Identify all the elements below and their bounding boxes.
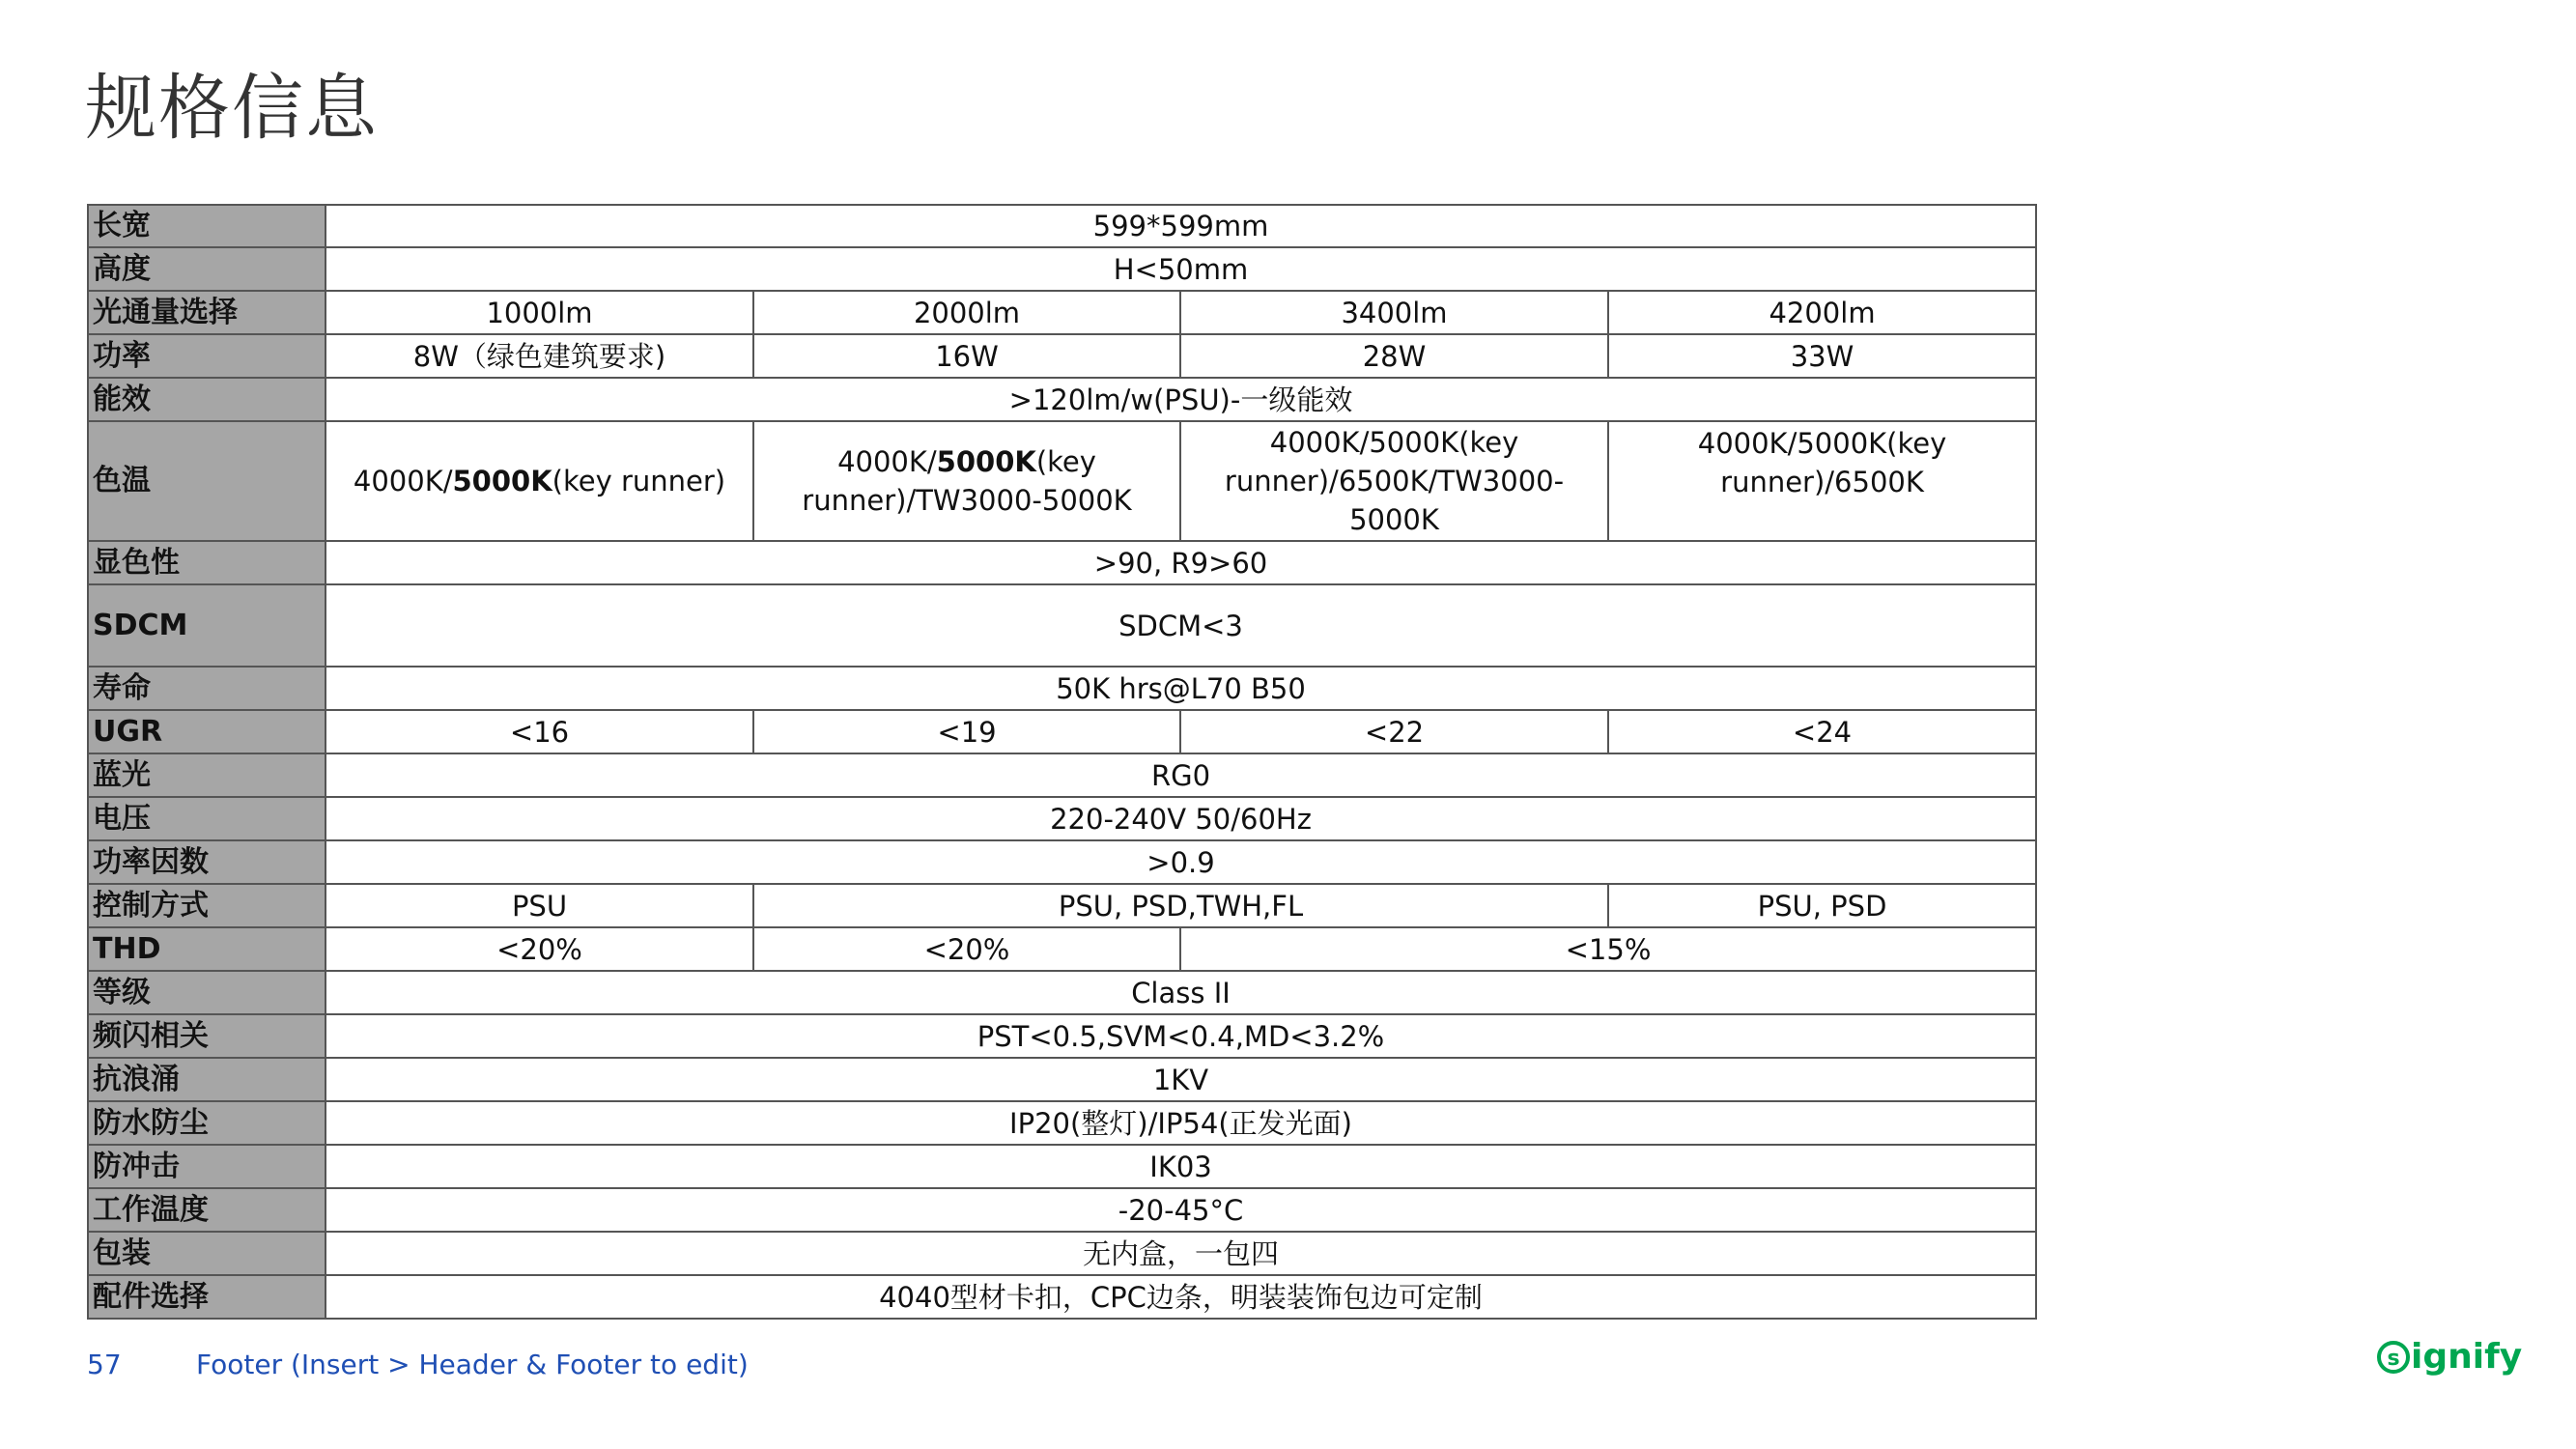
table-row	[88, 840, 2036, 884]
table-cell: 1KV	[326, 1058, 2036, 1101]
table-row	[88, 541, 2036, 584]
page-title: 规格信息	[85, 67, 379, 150]
row-label: 寿命	[88, 667, 326, 710]
table-cell: 3400lm	[1180, 291, 1608, 334]
table-row	[88, 1101, 2036, 1145]
table-row	[88, 1145, 2036, 1188]
cell-text: 4000K/5000K(key runner)/6500K	[1697, 427, 1947, 498]
row-label: 能效	[88, 378, 326, 421]
table-cell: PST<0.5,SVM<0.4,MD<3.2%	[326, 1014, 2036, 1058]
row-label: 蓝光	[88, 753, 326, 797]
table-cell: >120lm/w(PSU)-一级能效	[326, 378, 2036, 421]
table-cell: PSU	[326, 884, 753, 927]
cell-text: (key runner)/TW3000-5000K	[802, 445, 1132, 517]
table-cell: H<50mm	[326, 247, 2036, 291]
table-cell: 4200lm	[1608, 291, 2036, 334]
row-label: 控制方式	[88, 884, 326, 927]
table-cell: 8W（绿色建筑要求)	[326, 334, 753, 378]
table-cell: <15%	[1180, 927, 2036, 971]
table-row	[88, 421, 2036, 541]
table-cell: >90, R9>60	[326, 541, 2036, 584]
row-label: 色温	[88, 421, 326, 541]
row-label: UGR	[88, 710, 326, 753]
row-label: 工作温度	[88, 1188, 326, 1232]
table-cell: 33W	[1608, 334, 2036, 378]
table-cell: IP20(整灯)/IP54(正发光面)	[326, 1101, 2036, 1145]
row-label: 配件选择	[88, 1275, 326, 1319]
table-cell: <19	[753, 710, 1180, 753]
table-cell: <22	[1180, 710, 1608, 753]
table-row	[88, 971, 2036, 1014]
row-label: 功率	[88, 334, 326, 378]
table-cell: <16	[326, 710, 753, 753]
table-row	[88, 334, 2036, 378]
table-cell: <20%	[326, 927, 753, 971]
svg-text:s: s	[2387, 1346, 2400, 1371]
table-cell: 220-240V 50/60Hz	[326, 797, 2036, 840]
row-label: 防冲击	[88, 1145, 326, 1188]
row-label: 防水防尘	[88, 1101, 326, 1145]
table-row	[88, 247, 2036, 291]
table-row	[88, 753, 2036, 797]
table-cell: PSU, PSD	[1608, 884, 2036, 927]
row-label: 包装	[88, 1232, 326, 1275]
table-cell	[753, 421, 1180, 541]
table-cell: 1000lm	[326, 291, 753, 334]
table-row	[88, 884, 2036, 927]
table-cell: 50K hrs@L70 B50	[326, 667, 2036, 710]
table-row	[88, 1232, 2036, 1275]
table-row	[88, 584, 2036, 667]
table-cell: 4040型材卡扣，CPC边条，明装装饰包边可定制	[326, 1275, 2036, 1319]
table-cell: 28W	[1180, 334, 1608, 378]
table-row	[88, 927, 2036, 971]
table-row	[88, 1014, 2036, 1058]
table-cell: Class II	[326, 971, 2036, 1014]
row-label: SDCM	[88, 584, 326, 667]
cell-text-bold: 5000K	[452, 465, 552, 497]
row-label: THD	[88, 927, 326, 971]
row-label: 显色性	[88, 541, 326, 584]
row-label: 光通量选择	[88, 291, 326, 334]
table-row	[88, 1188, 2036, 1232]
table-row	[88, 797, 2036, 840]
table-cell: 16W	[753, 334, 1180, 378]
table-cell: <24	[1608, 710, 2036, 753]
table-cell	[1608, 421, 2036, 541]
signify-logo-mark-icon	[2376, 1340, 2411, 1375]
cell-text: (key runner)	[552, 465, 726, 497]
table-cell: <20%	[753, 927, 1180, 971]
spec-table	[87, 204, 2037, 1320]
table-cell: IK03	[326, 1145, 2036, 1188]
table-row	[88, 710, 2036, 753]
table-row	[88, 291, 2036, 334]
row-label: 抗浪涌	[88, 1058, 326, 1101]
signify-logo-text: ignify	[2411, 1337, 2523, 1377]
table-cell	[1180, 421, 1608, 541]
table-row	[88, 667, 2036, 710]
row-label: 等级	[88, 971, 326, 1014]
table-row	[88, 1275, 2036, 1319]
cell-text: 4000K/	[353, 465, 453, 497]
table-cell: -20-45°C	[326, 1188, 2036, 1232]
table-cell: >0.9	[326, 840, 2036, 884]
row-label: 高度	[88, 247, 326, 291]
table-cell: 599*599mm	[326, 205, 2036, 247]
table-cell: 2000lm	[753, 291, 1180, 334]
cell-text: 4000K/	[837, 445, 937, 478]
footer-text: Footer (Insert > Header & Footer to edit)	[196, 1349, 749, 1380]
table-cell: 无内盒，一包四	[326, 1232, 2036, 1275]
cell-text-bold: 5000K	[936, 445, 1036, 478]
table-row	[88, 1058, 2036, 1101]
row-label: 长宽	[88, 205, 326, 247]
table-cell	[326, 421, 753, 541]
table-cell: SDCM<3	[326, 584, 2036, 667]
cell-text: 4000K/5000K(key runner)/6500K/TW3000-5000K	[1224, 426, 1565, 536]
footer-page-number: 57	[87, 1349, 122, 1380]
table-cell: PSU, PSD,TWH,FL	[753, 884, 1608, 927]
row-label: 电压	[88, 797, 326, 840]
table-row	[88, 378, 2036, 421]
table-row	[88, 205, 2036, 247]
row-label: 频闪相关	[88, 1014, 326, 1058]
row-label: 功率因数	[88, 840, 326, 884]
table-cell: RG0	[326, 753, 2036, 797]
signify-logo	[2376, 1337, 2522, 1377]
